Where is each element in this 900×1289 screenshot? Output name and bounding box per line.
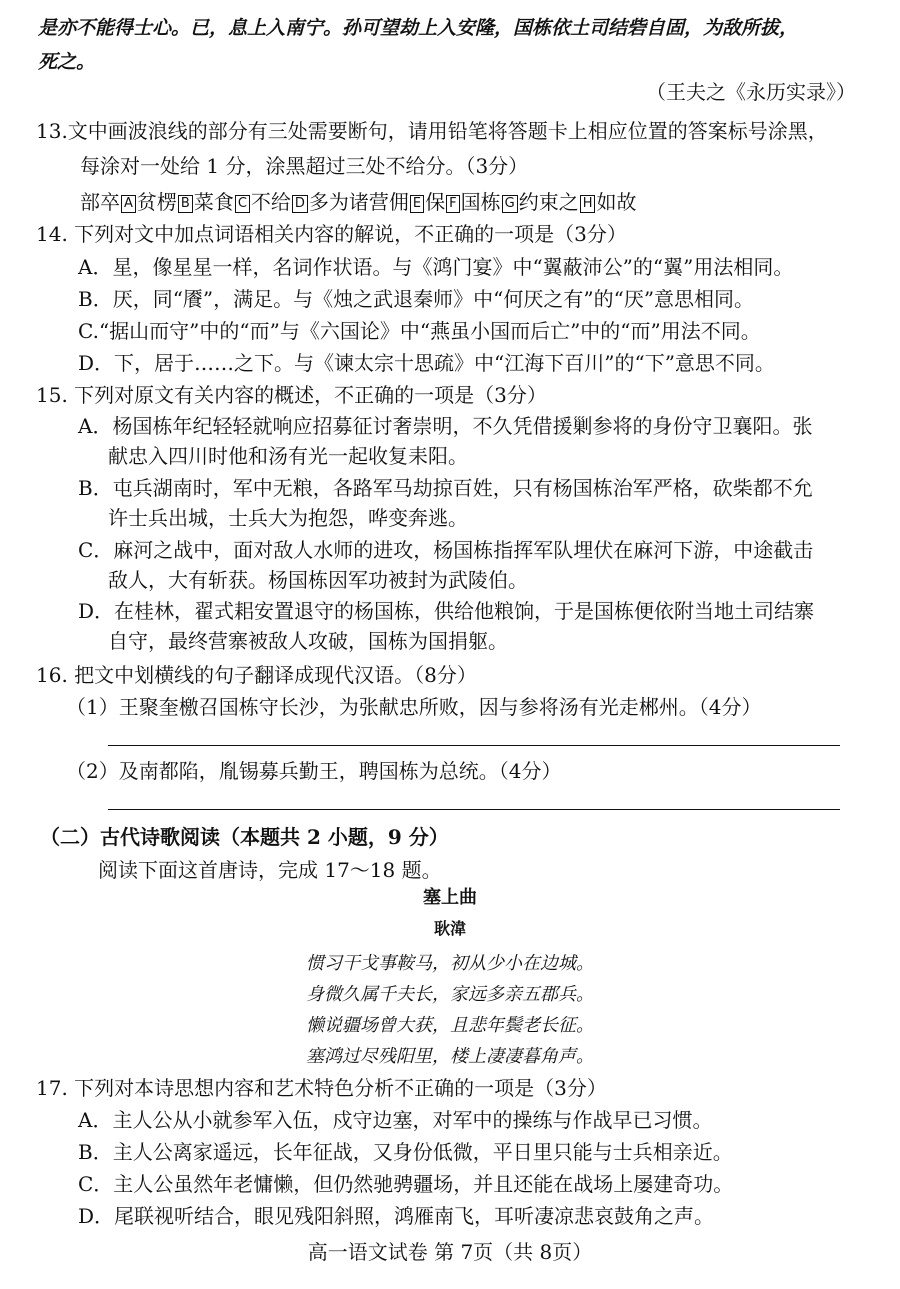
- q15-option-a[interactable]: A．杨国栋年纪轻轻就响应招募征讨奢崇明，不久凭借援剿参将的身份守卫襄阳。张: [78, 414, 813, 438]
- q15-option-b[interactable]: B．屯兵湖南时，军中无粮，各路军马劫掠百姓，只有杨国栋治军严格，砍柴都不允: [78, 476, 813, 500]
- passage-source: （王夫之《永历实录》）: [646, 80, 856, 104]
- q14-option-c[interactable]: C.“据山而守”中的“而”与《六国论》中“燕虽小国而后亡”中的“而”用法不同。: [78, 319, 761, 343]
- q13-marker-b[interactable]: B: [178, 195, 193, 213]
- q13-segment: 国栋: [460, 190, 501, 214]
- q13-stem-2: 每涂对一处给 1 分，涂黑超过三处不给分。（3分）: [80, 154, 529, 178]
- q13-segment: 部卒: [80, 190, 120, 214]
- passage-line-1: 是亦不能得士心。已，息上入南宁。孙可望劫上入安隆，国栋依土司结砦自固，为敌所拔，: [38, 17, 799, 39]
- q16-sentence-2: （2）及南都陷，胤锡募兵勤王，聘国栋为总统。（4分）: [66, 759, 562, 783]
- answer-line-2[interactable]: [108, 809, 840, 810]
- q17-stem: 17. 下列对本诗思想内容和艺术特色分析不正确的一项是（3分）: [36, 1076, 607, 1100]
- q17-option-c[interactable]: C．主人公虽然年老慵懒，但仍然驰骋疆场，并且还能在战场上屡建奇功。: [78, 1172, 734, 1196]
- q13-segment: 如故: [596, 190, 637, 214]
- q14-option-a[interactable]: A．星，像星星一样，名词作状语。与《鸿门宴》中“翼蔽沛公”的“翼”用法相同。: [78, 255, 794, 279]
- q17-option-d[interactable]: D．尾联视听结合，眼见残阳斜照，鸿雁南飞，耳听凄凉悲哀鼓角之声。: [78, 1204, 715, 1228]
- q13-stem: 13.文中画波浪线的部分有三处需要断句，请用铅笔将答题卡上相应位置的答案标号涂黑，: [36, 119, 828, 143]
- q14-option-b[interactable]: B．厌，同“餍”，满足。与《烛之武退秦师》中“何厌之有”的“厌”意思相同。: [78, 287, 755, 311]
- q13-marker-f[interactable]: F: [446, 195, 459, 213]
- q13-segment: 贫楞: [136, 190, 177, 214]
- q15-stem: 15. 下列对原文有关内容的概述，不正确的一项是（3分）: [36, 383, 547, 407]
- answer-line-1[interactable]: [108, 745, 840, 746]
- q13-segment: 约束之: [518, 190, 579, 214]
- q13-marker-h[interactable]: H: [580, 195, 596, 213]
- q13-segments: [80, 188, 636, 216]
- q15-option-c[interactable]: C．麻河之战中，面对敌人水师的进攻，杨国栋指挥军队埋伏在麻河下游，中途截击: [78, 538, 814, 562]
- q13-segment: 菜食: [193, 190, 234, 214]
- q15-option-d-cont: 自守，最终营寨被敌人攻破，国栋为国捐躯。: [108, 629, 508, 653]
- passage-line-2: 死之。: [38, 51, 96, 73]
- q15-option-c-cont: 敌人，大有斩获。杨国栋因军功被封为武陵伯。: [108, 568, 528, 592]
- q15-option-b-cont: 许士兵出城，士兵大为抱怨，哗变奔逃。: [108, 506, 468, 530]
- q14-stem: 14. 下列对文中加点词语相关内容的解说，不正确的一项是（3分）: [36, 222, 627, 246]
- page-footer: 高一语文试卷 第 7页（共 8页）: [307, 1240, 593, 1264]
- q16-sentence-1: （1）王聚奎檄召国栋守长沙，为张献忠所败，因与参将汤有光走郴州。（4分）: [66, 695, 762, 719]
- q13-segment: 多为诸营佣: [308, 190, 409, 214]
- q15-option-a-cont: 献忠入四川时他和汤有光一起收复耒阳。: [108, 444, 468, 468]
- poem-line: 惯习干戈事鞍马，初从少小在边城。: [306, 953, 594, 974]
- poem-title: 塞上曲: [423, 887, 477, 908]
- poem-line: 懒说疆场曾大获，且悲年鬓老长征。: [306, 1015, 594, 1036]
- q17-option-a[interactable]: A．主人公从小就参军入伍，戍守边塞，对军中的操练与作战早已习惯。: [78, 1108, 713, 1132]
- q14-option-d[interactable]: D．下，居于……之下。与《谏太宗十思疏》中“江海下百川”的“下”意思不同。: [78, 351, 775, 375]
- q13-segment: 保: [425, 190, 446, 214]
- poem-line: 身微久属千夫长，家远多亲五郡兵。: [306, 984, 594, 1005]
- poem-line: 塞鸿过尽残阳里，楼上凄凄暮角声。: [306, 1046, 594, 1067]
- section-intro: 阅读下面这首唐诗，完成 17～18 题。: [98, 858, 442, 882]
- q16-stem: 16. 把文中划横线的句子翻译成现代汉语。（8分）: [36, 663, 477, 687]
- q13-marker-g[interactable]: G: [502, 195, 518, 213]
- q15-option-d[interactable]: D．在桂林，翟式耜安置退守的杨国栋，供给他粮饷，于是国栋便依附当地土司结寨: [78, 599, 815, 623]
- q13-marker-a[interactable]: A: [121, 195, 136, 213]
- q17-option-b[interactable]: B．主人公离家遥远，长年征战，又身份低微，平日里只能与士兵相亲近。: [78, 1140, 733, 1164]
- poem-author: 耿湋: [433, 919, 466, 938]
- q13-marker-c[interactable]: C: [235, 195, 250, 213]
- section-heading: （二）古代诗歌阅读（本题共 2 小题，9 分）: [40, 825, 449, 849]
- q13-segment: 不给: [250, 190, 291, 214]
- q13-marker-e[interactable]: E: [410, 195, 424, 213]
- q13-marker-d[interactable]: D: [292, 195, 308, 213]
